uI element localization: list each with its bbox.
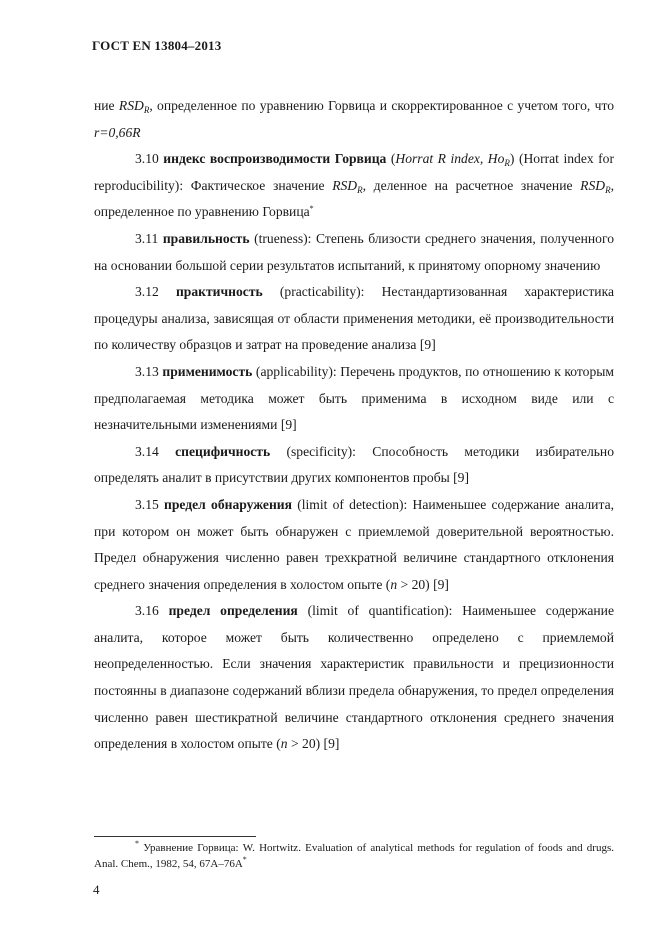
entry-term: правильность — [162, 230, 250, 246]
entry-number: 3.14 — [135, 443, 176, 459]
definition-3-15 — [94, 492, 614, 598]
definition-3-14 — [94, 439, 614, 492]
footnote-end-mark: * — [242, 855, 247, 864]
entry-text: , определенное по уравнению Горвица — [94, 177, 614, 220]
footnote-text: Уравнение Горвица: W. Hortwitz. Evaluation of analytical methods for regulation of foods and drugs. Anal. Chem., 1982, 54, 67A–76A — [94, 842, 614, 870]
entry-number: 3.13 — [135, 363, 163, 379]
entry-number: 3.16 — [135, 603, 169, 619]
footnote-mark: * — [135, 839, 139, 848]
entry-text: ( — [386, 151, 396, 167]
footnote — [94, 840, 614, 872]
document-header: ГОСТ EN 13804–2013 — [92, 38, 222, 53]
entry-number: 3.11 — [135, 230, 163, 246]
entry-tail: > 20) [9] — [397, 576, 449, 592]
definition-3-11 — [94, 226, 614, 279]
entry-term: предел обнаружения — [164, 496, 292, 512]
definition-3-10 — [94, 146, 614, 226]
entry-text: (specificity): Способность методики избирательно определять аналит в присутствии других компонентов пробы [9] — [94, 443, 614, 486]
entry-number: 3.10 — [135, 151, 164, 167]
entry-number: 3.12 — [135, 284, 176, 300]
rsd-subscript: R — [605, 184, 611, 195]
entry-text: (limit of quantification): Наименьшее содержание аналита, которое может быть количественно определено с приемлемой неопределенностью. Если значения характеристик правильности и прецизионности постоянны в диапазоне содержаний вблизи предела обнаружения, то предел определения численно равен шестикратной величине стандартного отклонения среднего значения определения в холостом опыте ( — [94, 603, 614, 752]
rsd-symbol: RSD — [118, 98, 144, 113]
rsd-symbol: RSD — [332, 177, 358, 193]
entry-text: (applicability): Перечень продуктов, по отношению к которым предполагаемая методика может быть применима в исходном виде или с незначительными изменениями [9] — [94, 363, 614, 433]
entry-tail: > 20) [9] — [287, 736, 340, 752]
entry-text: (practicability): Нестандартизованная характеристика процедуры анализа, зависящая от области применения методики, её производительности по количеству образцов и затрат на проведение анализа [9] — [94, 284, 614, 353]
n-symbol: n — [280, 736, 288, 752]
definition-3-16 — [94, 598, 614, 758]
entry-number: 3.15 — [135, 496, 165, 512]
entry-text: , деленное на расчетное значение — [362, 177, 581, 193]
rsd-subscript: R — [143, 105, 150, 115]
rsd-subscript: R — [357, 184, 363, 195]
horrat-symbol: Horrat R index, Ho — [395, 151, 505, 167]
horrat-subscript: R — [504, 158, 510, 169]
entry-text: ) (Horrat index for reproducibility): Фактическое значение — [94, 151, 615, 193]
page-number: 4 — [93, 882, 100, 897]
entry-term: практичность — [175, 284, 263, 300]
intro-paragraph — [94, 93, 614, 146]
entry-term: специфичность — [175, 443, 271, 459]
intro-text-a: ние — [94, 98, 119, 113]
entry-text: (limit of detection): Наименьшее содержание аналита, при котором он может быть обнаружен с приемлемой доверительной вероятностью. Предел обнаружения численно равен трехкратной величине стандартного отклонения среднего значения определения в холостом опыте ( — [94, 496, 614, 592]
footnote-separator — [94, 836, 256, 837]
entry-term: индекс воспроизводимости Горвица — [163, 151, 387, 167]
footnote-reference[interactable]: * — [309, 204, 314, 214]
n-symbol: n — [390, 576, 398, 592]
entry-term: применимость — [162, 363, 253, 379]
entry-term: предел определения — [168, 603, 298, 619]
rsd-symbol: RSD — [580, 177, 606, 193]
definition-3-12 — [94, 279, 614, 359]
intro-formula: r=0,66R — [94, 124, 141, 140]
definition-3-13 — [94, 359, 614, 439]
intro-text-b: , определенное по уравнению Горвица и скорректированное с учетом того, что — [149, 98, 614, 113]
entry-text: (trueness): Степень близости среднего значения, полученного на основании большой серии результатов испытаний, к принятому опорному значению — [94, 230, 614, 273]
document-body — [94, 93, 614, 758]
